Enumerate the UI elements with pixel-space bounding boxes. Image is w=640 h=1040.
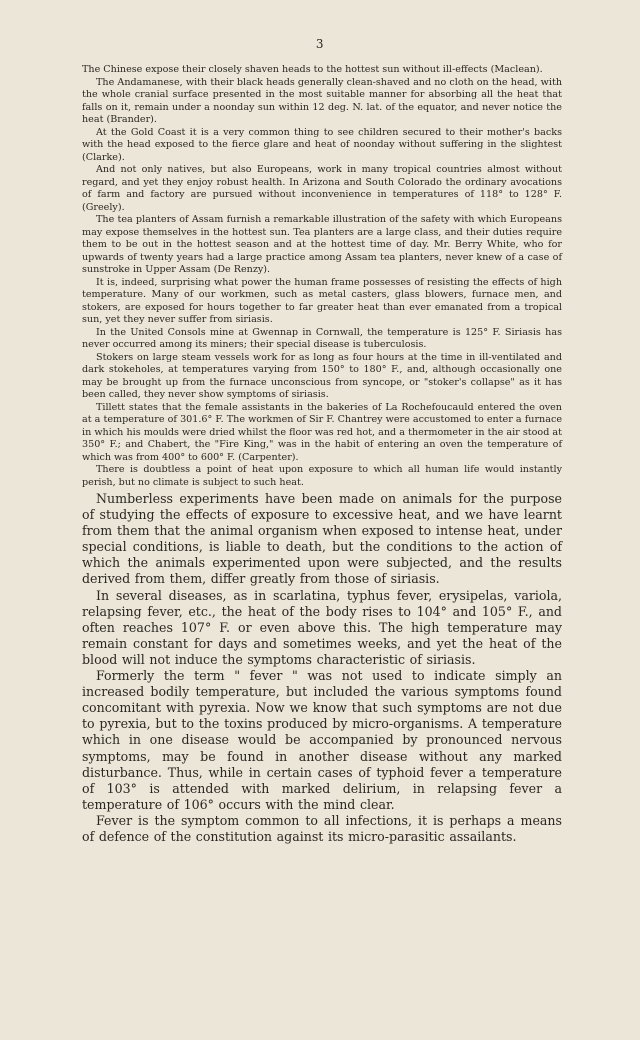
- paragraph-europeans: And not only natives, but also Europeans, work in many tropical countries almost without regard, and yet they enjoy robust health. In Arizona and South Colorado the ordinary avocations of farm and factory are pursued without inconvenience in temperatures of 118° to 128° F. (Greely).: [82, 164, 562, 213]
- paragraph-point-of-heat: There is doubtless a point of heat upon exposure to which all human life would instantly perish, but no climate is subject to such heat.: [82, 464, 562, 488]
- paragraph-diseases: In several diseases, as in scarlatina, typhus fever, erysipelas, variola, relapsing fever, etc., the heat of the body rises to 104° and 105° F., and often reaches 107° F. or even above this. The high temperature may remain constant for days and sometimes weeks, and yet the heat of the blood will not induce the symptoms characteristic of siriasis.: [82, 587, 562, 667]
- paragraph-gold-coast: At the Gold Coast it is a very common thing to see children secured to their mother's backs with the head exposed to the fierce glare and heat of noonday without suffering in the slightest (Clarke).: [82, 126, 562, 163]
- paragraph-andamanese: The Andamanese, with their black heads generally clean-shaved and no cloth on the head, with the whole cranial surface presented in the most suitable manner for absorbing all the heat that falls on it, remain under a noonday sun within 12 deg. N. lat. of the equator, and never notice the heat (Brander).: [82, 76, 562, 125]
- paragraph-stokers: Stokers on large steam vessels work for as long as four hours at the time in ill-ventilated and dark stokeholes, at temperatures varying from 150° to 180° F., and, although occasionally one may be brought up from the furnace unconscious from syncope, or "stoker's collapse" as it has been called, they never show symptoms of siriasis.: [82, 351, 562, 400]
- paragraph-tillett: Tillett states that the female assistants in the bakeries of La Rochefoucauld entered the oven at a temperature of 301.6° F. The workmen of Sir F. Chantrey were accustomed to enter a furnace in which his moulds were dried whilst the floor was red hot, and a thermometer in the air stood at 350° F.; and Chabert, the "Fire King," was in the habit of entering an oven the temperature of which was from 400° to 600° F. (Carpenter).: [82, 401, 562, 463]
- paragraph-fever-term: Formerly the term " fever " was not used to indicate simply an increased bodily temperature, but included the various symptoms found concomitant with pyrexia. Now we know that such symptoms are not due to pyrexia, but to the toxins produced by micro-organisms. A temperature which in one disease would be accompanied by pronounced nervous symptoms, may be found in another disease without any marked disturbance. Thus, while in certain cases of typhoid fever a temperature of 103° is attended with marked delirium, in relapsing fever a temperature of 106° occurs with the mind clear.: [82, 668, 562, 812]
- paragraph-fever-defence: Fever is the symptom common to all infections, it is perhaps a means of defence of the constitution against its micro-parasitic assailants.: [82, 812, 562, 844]
- page-number: 3: [315, 37, 325, 51]
- paragraph-workmen: It is, indeed, surprising what power the human frame possesses of resisting the effects of high temperature. Many of our workmen, such as metal casters, glass blowers, furnace men, and stokers, are exposed for hours together to far greater heat than ever emanated from a tropical sun, yet they never suffer from siriasis.: [82, 276, 562, 325]
- body-text: [82, 64, 562, 845]
- paragraph-chinese: The Chinese expose their closely shaven heads to the hottest sun without ill-effects (Maclean).: [82, 64, 543, 75]
- paragraph-experiments: Numberless experiments have been made on animals for the purpose of studying the effects of exposure to excessive heat, and we have learnt from them that the animal organism when exposed to intense heat, under special conditions, is liable to death, but the conditions to the action of which the animals experimented upon were subjected, and the results derived from them, differ greatly from those of siriasis.: [82, 491, 562, 587]
- paragraph-assam: The tea planters of Assam furnish a remarkable illustration of the safety with which Europeans may expose themselves in the hottest sun. Tea planters are a large class, and their duties require them to be out in the hottest season and at the hottest time of day. Mr. Berry White, who for upwards of twenty years had a large practice among Assam tea planters, never knew of a case of sunstroke in Upper Assam (De Renzy).: [82, 214, 562, 275]
- paragraph-cornwall: In the United Consols mine at Gwennap in Cornwall, the temperature is 125° F. Siriasis has never occurred among its miners; their special disease is tuberculosis.: [82, 326, 562, 350]
